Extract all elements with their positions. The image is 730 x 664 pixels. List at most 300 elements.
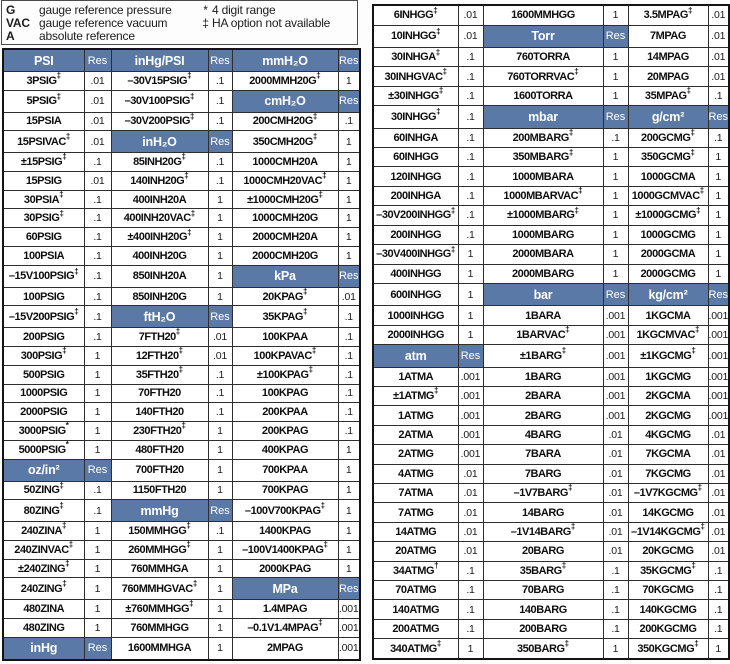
res-cell: .001 xyxy=(458,367,483,386)
unit-header-cell: atm xyxy=(373,345,458,367)
table-row xyxy=(373,106,729,128)
res-cell: .1 xyxy=(458,600,483,619)
part-number-cell: 2000CMH20A xyxy=(232,228,338,247)
table-row xyxy=(373,245,729,264)
res-cell: 1 xyxy=(208,618,232,637)
footnote-marker: ‡ xyxy=(178,365,184,374)
res-cell: 1 xyxy=(208,559,232,578)
part-number-cell: 350GCMG‡ xyxy=(628,148,708,167)
footnote-marker: ‡ xyxy=(190,208,196,218)
part-number-cell: 700FTH20 xyxy=(111,459,208,481)
part-number-cell: ±1000CMH20G‡ xyxy=(232,190,338,209)
res-cell: 1 xyxy=(338,481,360,500)
footnote-marker: ‡ xyxy=(568,147,574,157)
table-row xyxy=(373,503,729,522)
res-cell: 1 xyxy=(208,422,232,441)
footnote-marker: ‡ xyxy=(74,266,79,276)
res-cell: .01 xyxy=(603,464,628,483)
table-row xyxy=(373,128,729,147)
unit-header-cell: mmH₂O xyxy=(232,49,338,72)
res-cell: .1 xyxy=(458,225,483,244)
res-cell: 1 xyxy=(208,540,232,559)
table-row xyxy=(373,425,729,444)
part-number-cell: 400INH20VAC‡ xyxy=(111,209,208,228)
footnote-marker: * xyxy=(65,421,69,431)
footnote-marker: ‡ xyxy=(303,307,308,317)
table-row xyxy=(373,264,729,283)
part-number-cell: 480ZING xyxy=(3,618,84,637)
table-row xyxy=(3,500,360,522)
footnote-marker: * xyxy=(65,440,69,450)
footnote-marker: ‡ xyxy=(561,346,567,356)
part-number-cell: 7KGCMA xyxy=(628,445,708,464)
res-cell: .1 xyxy=(603,600,628,619)
footnote-marker: ‡ xyxy=(564,638,570,648)
part-number-cell: 34ATMG† xyxy=(373,561,458,580)
res-cell: 1 xyxy=(338,228,360,247)
unit-header-cell: g/cm² xyxy=(628,106,708,128)
legend-item xyxy=(6,16,167,30)
res-header-cell: Res xyxy=(708,106,729,128)
part-number-cell: 1000MBARA xyxy=(483,167,603,186)
footnote-marker: ‡ xyxy=(178,346,184,356)
res-cell: 1 xyxy=(603,67,628,86)
res-cell: 1 xyxy=(458,264,483,283)
res-cell: 1 xyxy=(84,384,111,403)
footnote-marker: ‡ xyxy=(318,618,323,628)
res-cell: .001 xyxy=(708,345,729,367)
res-cell: .01 xyxy=(603,503,628,522)
res-cell: 1 xyxy=(208,637,232,660)
part-number-cell: 1400KPAG xyxy=(232,522,338,541)
res-cell: 1 xyxy=(603,225,628,244)
part-number-cell: 12FTH20‡ xyxy=(111,346,208,365)
part-number-cell: 2000KPAG xyxy=(232,559,338,578)
res-cell: .1 xyxy=(338,306,360,328)
part-number-cell: ±15PSIG‡ xyxy=(3,153,84,172)
pressure-range-table-left xyxy=(2,48,361,661)
table-row xyxy=(3,328,360,347)
res-cell: .01 xyxy=(603,542,628,561)
res-header-cell: Res xyxy=(603,283,628,305)
res-cell: .1 xyxy=(208,153,232,172)
table-row xyxy=(373,406,729,425)
legend-note-desc: 4 digit range xyxy=(212,3,276,17)
footnote-marker: ‡ xyxy=(189,599,194,609)
part-number-cell: 350CMH20G‡ xyxy=(232,131,338,153)
part-number-cell: 3000PSIG* xyxy=(3,422,84,441)
part-number-cell: 14KGCMG xyxy=(628,503,708,522)
res-cell: .01 xyxy=(603,425,628,444)
table-row xyxy=(3,346,360,365)
part-number-cell: 1000MBARVAC‡ xyxy=(483,186,603,205)
table-row xyxy=(373,206,729,225)
part-number-cell: 480FTH20 xyxy=(111,441,208,460)
footnote-marker: ‡ xyxy=(574,205,579,215)
part-number-cell: 400INH20G xyxy=(111,247,208,266)
res-cell: 1 xyxy=(338,540,360,559)
part-number-cell: 480ZINA xyxy=(3,600,84,619)
res-cell: 1 xyxy=(708,225,729,244)
res-cell: 1 xyxy=(84,600,111,619)
part-number-cell: 350BARG‡ xyxy=(483,639,603,659)
part-number-cell: 700KPAG xyxy=(232,481,338,500)
res-cell: 1 xyxy=(338,522,360,541)
part-number-cell: 2MPAG xyxy=(232,637,338,660)
res-cell: .1 xyxy=(708,128,729,147)
table-row xyxy=(3,441,360,460)
footnote-marker: ‡ xyxy=(561,561,567,571)
res-cell: 1 xyxy=(708,148,729,167)
res-cell: .1 xyxy=(338,365,360,384)
part-number-cell: 700KPAA xyxy=(232,459,338,481)
footnote-marker: ‡ xyxy=(62,579,67,589)
res-cell: 1 xyxy=(708,264,729,283)
res-cell: 1 xyxy=(208,600,232,619)
part-number-cell: –30V100PSIG‡ xyxy=(111,90,208,112)
res-cell: 1 xyxy=(208,441,232,460)
res-cell: 1 xyxy=(338,441,360,460)
res-header-cell: Res xyxy=(208,49,232,72)
res-cell: 1 xyxy=(708,167,729,186)
table-row xyxy=(373,148,729,167)
part-number-cell: 5000PSIG* xyxy=(3,441,84,460)
legend-desc: absolute reference xyxy=(39,29,135,43)
part-number-cell: 140ATMG xyxy=(373,600,458,619)
res-cell: .01 xyxy=(338,287,360,306)
table-row xyxy=(3,190,360,209)
table-row xyxy=(3,422,360,441)
part-number-cell: 340ATMG‡ xyxy=(373,639,458,659)
res-cell: .01 xyxy=(458,542,483,561)
part-number-cell: ±1KGCMG‡ xyxy=(628,345,708,367)
part-number-cell: 400KPAG xyxy=(232,441,338,460)
part-number-cell: 760TORRVAC‡ xyxy=(483,67,603,86)
table-row xyxy=(373,542,729,561)
part-number-cell: –30V200PSIG‡ xyxy=(111,112,208,131)
part-number-cell: 400INH20A xyxy=(111,190,208,209)
res-cell: .001 xyxy=(338,618,360,637)
res-cell: .01 xyxy=(708,48,729,67)
part-number-cell: 4ATMG xyxy=(373,464,458,483)
res-header-cell: Res xyxy=(84,459,111,481)
part-number-cell: 14BARG xyxy=(483,503,603,522)
res-cell: .01 xyxy=(603,522,628,541)
res-cell: 1 xyxy=(208,459,232,481)
res-cell: .01 xyxy=(458,25,483,47)
footnote-marker: ‡ xyxy=(303,287,308,296)
res-cell: .001 xyxy=(603,345,628,367)
table-row xyxy=(3,228,360,247)
part-number-cell: 1000CMH20G xyxy=(232,209,338,228)
part-number-cell: 7BARG xyxy=(483,464,603,483)
table-row xyxy=(373,167,729,186)
res-cell: 1 xyxy=(603,86,628,105)
res-cell: 1 xyxy=(458,283,483,305)
table-row xyxy=(3,459,360,481)
footnote-marker: ‡ xyxy=(316,71,321,81)
part-number-cell: 2000GCMA xyxy=(628,245,708,264)
unit-header-cell: MPa xyxy=(232,578,338,600)
part-number-cell: –0.1V1.4MPAG‡ xyxy=(232,618,338,637)
res-header-cell: Res xyxy=(338,90,360,112)
part-number-cell: 2000MBARG xyxy=(483,264,603,283)
res-cell: 1 xyxy=(208,265,232,287)
unit-header-cell: PSI xyxy=(3,49,84,72)
part-number-cell: 30PSIA‡ xyxy=(3,190,84,209)
res-cell: .01 xyxy=(708,25,729,47)
footnote-marker: ‡ xyxy=(436,107,441,117)
part-number-cell: 300PSIG‡ xyxy=(3,346,84,365)
res-cell: .01 xyxy=(458,522,483,541)
footnote-marker: ‡ xyxy=(570,522,576,532)
part-number-cell: 1.4MPAG xyxy=(232,600,338,619)
table-row xyxy=(373,580,729,599)
table-row xyxy=(3,287,360,306)
legend-symbol: VAC xyxy=(6,16,30,30)
footnote-marker: ‡ xyxy=(568,128,574,138)
part-number-cell: 30PSIG‡ xyxy=(3,209,84,228)
res-cell: 1 xyxy=(708,245,729,264)
part-number-cell: 70KGCMG xyxy=(628,580,708,599)
part-number-cell: 2000PSIG xyxy=(3,403,84,422)
part-number-cell: 35BARG‡ xyxy=(483,561,603,580)
res-cell: .001 xyxy=(708,367,729,386)
part-number-cell: 150MMHGG‡ xyxy=(111,522,208,541)
res-header-cell: Res xyxy=(338,265,360,287)
footnote-marker: ‡ xyxy=(184,171,189,181)
res-cell: 1 xyxy=(708,639,729,659)
res-cell: 1 xyxy=(208,578,232,600)
part-number-cell: –100V700KPAG‡ xyxy=(232,500,338,522)
part-number-cell: 1150FTH20 xyxy=(111,481,208,500)
part-number-cell: 2KGCMG xyxy=(628,406,708,425)
double-dagger-note-symbol: ‡ xyxy=(202,16,209,30)
table-row xyxy=(373,325,729,344)
table-row xyxy=(3,540,360,559)
unit-header-cell: bar xyxy=(483,283,603,305)
part-number-cell: 760TORRA xyxy=(483,48,603,67)
table-row xyxy=(373,483,729,502)
part-number-cell: 2000MBARA xyxy=(483,245,603,264)
res-cell: .01 xyxy=(603,483,628,502)
table-row xyxy=(3,600,360,619)
res-cell: .1 xyxy=(208,522,232,541)
res-cell: .1 xyxy=(603,619,628,638)
res-cell: .1 xyxy=(84,306,111,328)
res-cell: .1 xyxy=(458,86,483,105)
res-cell: .1 xyxy=(84,287,111,306)
table-header-row xyxy=(3,49,360,72)
part-number-cell: 760MMHGVAC‡ xyxy=(111,578,208,600)
footnote-marker: ‡ xyxy=(65,559,70,568)
res-cell: 1 xyxy=(84,346,111,365)
res-cell: .1 xyxy=(458,186,483,205)
part-number-cell: 30INHGA‡ xyxy=(373,48,458,67)
part-number-cell: 200ATMG xyxy=(373,619,458,638)
res-header-cell: Res xyxy=(208,131,232,153)
res-cell: .01 xyxy=(458,503,483,522)
part-number-cell: ±30INHGG‡ xyxy=(373,86,458,105)
part-number-cell: 1000GCMVAC‡ xyxy=(628,186,708,205)
part-number-cell: 400INHGG xyxy=(373,264,458,283)
res-header-cell: Res xyxy=(603,106,628,128)
part-number-cell: 35KPAG‡ xyxy=(232,306,338,328)
part-number-cell: 230FTH20‡ xyxy=(111,422,208,441)
res-cell: .001 xyxy=(603,386,628,405)
part-number-cell: 20KPAG‡ xyxy=(232,287,338,306)
res-cell: 1 xyxy=(603,639,628,659)
res-header-cell: Res xyxy=(208,306,232,328)
res-header-cell: Res xyxy=(338,578,360,600)
res-header-cell: Res xyxy=(338,49,360,72)
table-row xyxy=(373,386,729,405)
table-row xyxy=(373,639,729,659)
res-cell: .01 xyxy=(84,112,111,131)
table-row xyxy=(373,306,729,325)
part-number-cell: 3.5MPAG‡ xyxy=(628,5,708,25)
part-number-cell: 30INHGVAC‡ xyxy=(373,67,458,86)
res-cell: 1 xyxy=(338,72,360,91)
part-number-cell: 760MMHGG xyxy=(111,618,208,637)
table-row xyxy=(3,481,360,500)
res-cell: 1 xyxy=(338,459,360,481)
part-number-cell: 240ZING‡ xyxy=(3,578,84,600)
part-number-cell: 200BARG xyxy=(483,619,603,638)
res-header-cell: Res xyxy=(603,25,628,47)
unit-header-cell: kg/cm² xyxy=(628,283,708,305)
left-table-header xyxy=(3,49,360,72)
res-cell: 1 xyxy=(603,167,628,186)
part-number-cell: 2BARA xyxy=(483,386,603,405)
part-number-cell: 60PSIG xyxy=(3,228,84,247)
table-row xyxy=(373,561,729,580)
part-number-cell: 200KGCMG xyxy=(628,619,708,638)
res-cell: .01 xyxy=(84,131,111,153)
res-cell: .1 xyxy=(84,481,111,500)
part-number-cell: 2KGCMA xyxy=(628,386,708,405)
footnote-marker: ‡ xyxy=(187,71,192,81)
res-cell: .001 xyxy=(603,367,628,386)
res-cell: .01 xyxy=(708,483,729,502)
part-number-cell: 100PSIG xyxy=(3,287,84,306)
part-number-cell: 5PSIG‡ xyxy=(3,90,84,112)
footnote-marker: ‡ xyxy=(565,325,570,335)
res-cell: 1 xyxy=(603,186,628,205)
res-cell: .01 xyxy=(208,346,232,365)
table-row xyxy=(373,367,729,386)
part-number-cell: 760MMHGA xyxy=(111,559,208,578)
part-number-cell: 14ATMG xyxy=(373,522,458,541)
footnote-marker: ‡ xyxy=(192,579,198,589)
part-number-cell: 4BARG xyxy=(483,425,603,444)
res-cell: 1 xyxy=(338,131,360,153)
part-number-cell: 20MPAG xyxy=(628,67,708,86)
res-cell: .1 xyxy=(338,403,360,422)
res-cell: .1 xyxy=(458,167,483,186)
res-cell: .1 xyxy=(458,561,483,580)
asterisk-note-symbol: * xyxy=(203,3,208,17)
res-cell: .01 xyxy=(708,503,729,522)
res-cell: 1 xyxy=(84,403,111,422)
res-cell: 1 xyxy=(208,247,232,266)
part-number-cell: 7FTH20‡ xyxy=(111,328,208,347)
part-number-cell: –1V14KGCMG‡ xyxy=(628,522,708,541)
part-number-cell: 1600MMHGA xyxy=(111,637,208,660)
res-cell: 1 xyxy=(708,206,729,225)
part-number-cell: 260MMHGG‡ xyxy=(111,540,208,559)
res-cell: .01 xyxy=(708,464,729,483)
footnote-marker: ‡ xyxy=(450,244,456,254)
table-row xyxy=(3,171,360,190)
unit-header-cell: inHg xyxy=(3,637,84,660)
pressure-range-table-right xyxy=(372,4,730,660)
unit-header-cell: kPa xyxy=(232,265,338,287)
part-number-cell: 6INHGG‡ xyxy=(373,5,458,25)
res-cell: .001 xyxy=(458,425,483,444)
res-cell: 1 xyxy=(208,209,232,228)
res-cell: 1 xyxy=(338,247,360,266)
part-number-cell: ±760MMHGG‡ xyxy=(111,600,208,619)
table-row xyxy=(3,522,360,541)
res-cell: .1 xyxy=(458,619,483,638)
footnote-marker: ‡ xyxy=(450,205,456,215)
res-cell: 1 xyxy=(458,306,483,325)
part-number-cell: 3PSIG‡ xyxy=(3,72,84,91)
table-row xyxy=(3,578,360,600)
part-number-cell: 850INH20G xyxy=(111,287,208,306)
footnote-marker: ‡ xyxy=(59,208,64,218)
part-number-cell: 1BARG xyxy=(483,367,603,386)
res-cell: 1 xyxy=(458,325,483,344)
part-number-cell: ±1000GCMG‡ xyxy=(628,206,708,225)
footnote-marker: ‡ xyxy=(181,421,186,431)
table-row xyxy=(3,153,360,172)
legend-symbol: A xyxy=(6,29,15,43)
table-row xyxy=(373,186,729,205)
part-number-cell: 35FTH20‡ xyxy=(111,365,208,384)
res-cell: .1 xyxy=(208,72,232,91)
part-number-cell: 7MPAG xyxy=(628,25,708,47)
table-row xyxy=(3,112,360,131)
part-number-cell: 350MBARG‡ xyxy=(483,148,603,167)
part-number-cell: 1BARA xyxy=(483,306,603,325)
part-number-cell: 2000GCMG xyxy=(628,264,708,283)
footnote-marker: ‡ xyxy=(695,325,700,335)
footnote-marker: ‡ xyxy=(436,638,442,648)
part-number-cell: 20ATMG xyxy=(373,542,458,561)
part-number-cell: –1V7KGCMG‡ xyxy=(628,483,708,502)
part-number-cell: 80ZING‡ xyxy=(3,500,84,522)
part-number-cell: 2000INHGG xyxy=(373,325,458,344)
res-cell: 1 xyxy=(84,578,111,600)
part-number-cell: 1000GCMG xyxy=(628,225,708,244)
table-row xyxy=(3,247,360,266)
table-row xyxy=(3,131,360,153)
part-number-cell: ±1ATMG‡ xyxy=(373,386,458,405)
res-cell: 1 xyxy=(84,441,111,460)
footnote-marker: ‡ xyxy=(699,186,705,196)
part-number-cell: 20KGCMG xyxy=(628,542,708,561)
part-number-cell: 100PSIA xyxy=(3,247,84,266)
part-number-cell: 4KGCMG xyxy=(628,425,708,444)
res-cell: .1 xyxy=(84,228,111,247)
part-number-cell: 350KGCMG‡ xyxy=(628,639,708,659)
footnote-marker: ‡ xyxy=(61,521,67,531)
res-cell: 1 xyxy=(603,264,628,283)
res-cell: .01 xyxy=(708,542,729,561)
res-cell: .1 xyxy=(338,384,360,403)
